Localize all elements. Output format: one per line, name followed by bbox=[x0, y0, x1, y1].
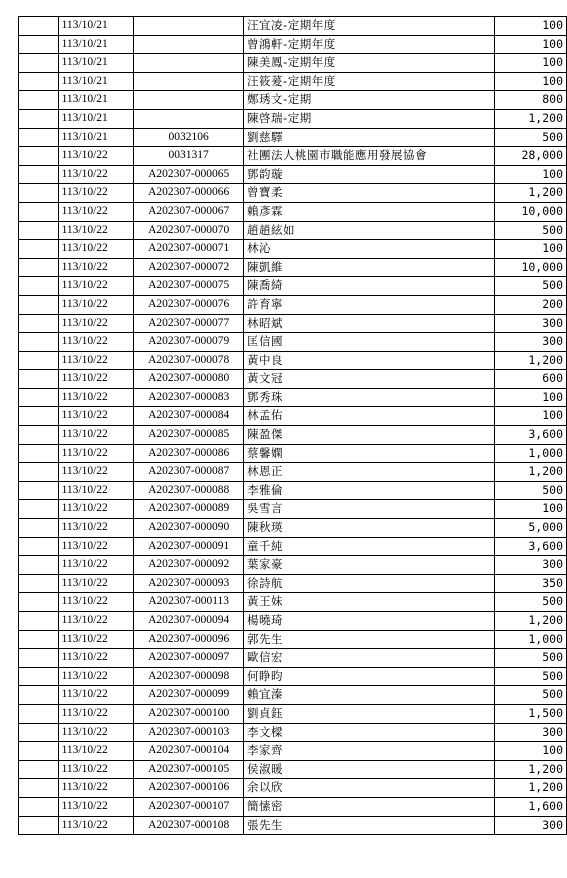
blank-cell bbox=[19, 612, 59, 631]
table-row bbox=[19, 407, 567, 426]
receipt-number-cell: A202307-000084 bbox=[134, 407, 244, 426]
blank-cell bbox=[19, 704, 59, 723]
receipt-number-cell: A202307-000071 bbox=[134, 240, 244, 259]
blank-cell bbox=[19, 723, 59, 742]
amount-cell: 100 bbox=[495, 742, 567, 761]
receipt-number-cell: A202307-000078 bbox=[134, 351, 244, 370]
amount-cell: 100 bbox=[495, 54, 567, 73]
table-row bbox=[19, 649, 567, 668]
date-cell: 113/10/22 bbox=[58, 240, 134, 259]
table-row bbox=[19, 202, 567, 221]
donor-name-cell: 吳雪言 bbox=[244, 500, 495, 519]
amount-cell: 500 bbox=[495, 686, 567, 705]
donor-name-cell: 林昭斌 bbox=[244, 314, 495, 333]
date-cell: 113/10/22 bbox=[58, 667, 134, 686]
receipt-number-cell: A202307-000079 bbox=[134, 333, 244, 352]
date-cell: 113/10/22 bbox=[58, 184, 134, 203]
donor-name-cell: 曾寶柔 bbox=[244, 184, 495, 203]
date-cell: 113/10/21 bbox=[58, 54, 134, 73]
blank-cell bbox=[19, 500, 59, 519]
amount-cell: 100 bbox=[495, 165, 567, 184]
date-cell: 113/10/22 bbox=[58, 370, 134, 389]
donor-name-cell: 陳盈傑 bbox=[244, 426, 495, 445]
table-row bbox=[19, 35, 567, 54]
table-row bbox=[19, 816, 567, 835]
donor-name-cell: 許育寧 bbox=[244, 295, 495, 314]
blank-cell bbox=[19, 370, 59, 389]
donation-ledger-table bbox=[18, 16, 567, 835]
donor-name-cell: 陳美鳳-定期年度 bbox=[244, 54, 495, 73]
blank-cell bbox=[19, 444, 59, 463]
table-row bbox=[19, 128, 567, 147]
receipt-number-cell: A202307-000108 bbox=[134, 816, 244, 835]
receipt-number-cell: A202307-000104 bbox=[134, 742, 244, 761]
date-cell: 113/10/21 bbox=[58, 17, 134, 36]
date-cell: 113/10/22 bbox=[58, 295, 134, 314]
blank-cell bbox=[19, 760, 59, 779]
blank-cell bbox=[19, 128, 59, 147]
blank-cell bbox=[19, 333, 59, 352]
receipt-number-cell: A202307-000097 bbox=[134, 649, 244, 668]
amount-cell: 1,000 bbox=[495, 444, 567, 463]
blank-cell bbox=[19, 165, 59, 184]
donor-name-cell: 侯淑暖 bbox=[244, 760, 495, 779]
donor-name-cell: 黃中良 bbox=[244, 351, 495, 370]
donor-name-cell: 楊曉琦 bbox=[244, 612, 495, 631]
blank-cell bbox=[19, 54, 59, 73]
amount-cell: 100 bbox=[495, 500, 567, 519]
amount-cell: 300 bbox=[495, 723, 567, 742]
receipt-number-cell: A202307-000085 bbox=[134, 426, 244, 445]
donor-name-cell: 李家齊 bbox=[244, 742, 495, 761]
date-cell: 113/10/22 bbox=[58, 612, 134, 631]
amount-cell: 100 bbox=[495, 240, 567, 259]
donor-name-cell: 陳秋瑛 bbox=[244, 519, 495, 538]
blank-cell bbox=[19, 72, 59, 91]
date-cell: 113/10/22 bbox=[58, 742, 134, 761]
donor-name-cell: 匡信國 bbox=[244, 333, 495, 352]
blank-cell bbox=[19, 630, 59, 649]
donor-name-cell: 郭先生 bbox=[244, 630, 495, 649]
receipt-number-cell bbox=[134, 35, 244, 54]
amount-cell: 200 bbox=[495, 295, 567, 314]
table-row bbox=[19, 463, 567, 482]
blank-cell bbox=[19, 221, 59, 240]
donor-name-cell: 黃王妹 bbox=[244, 593, 495, 612]
date-cell: 113/10/22 bbox=[58, 388, 134, 407]
blank-cell bbox=[19, 556, 59, 575]
receipt-number-cell: A202307-000089 bbox=[134, 500, 244, 519]
blank-cell bbox=[19, 35, 59, 54]
table-row bbox=[19, 388, 567, 407]
amount-cell: 500 bbox=[495, 128, 567, 147]
amount-cell: 100 bbox=[495, 388, 567, 407]
date-cell: 113/10/22 bbox=[58, 797, 134, 816]
amount-cell: 300 bbox=[495, 333, 567, 352]
receipt-number-cell: A202307-000065 bbox=[134, 165, 244, 184]
receipt-number-cell: A202307-000087 bbox=[134, 463, 244, 482]
table-row bbox=[19, 500, 567, 519]
blank-cell bbox=[19, 295, 59, 314]
donor-name-cell: 汪宜凌-定期年度 bbox=[244, 17, 495, 36]
blank-cell bbox=[19, 388, 59, 407]
donor-name-cell: 歐信宏 bbox=[244, 649, 495, 668]
donor-name-cell: 劉貞鈺 bbox=[244, 704, 495, 723]
date-cell: 113/10/22 bbox=[58, 779, 134, 798]
donor-name-cell: 劉慈驛 bbox=[244, 128, 495, 147]
table-row bbox=[19, 760, 567, 779]
amount-cell: 500 bbox=[495, 593, 567, 612]
receipt-number-cell: A202307-000088 bbox=[134, 481, 244, 500]
blank-cell bbox=[19, 519, 59, 538]
table-row bbox=[19, 351, 567, 370]
amount-cell: 300 bbox=[495, 556, 567, 575]
date-cell: 113/10/22 bbox=[58, 221, 134, 240]
donor-name-cell: 鄧韵璇 bbox=[244, 165, 495, 184]
blank-cell bbox=[19, 258, 59, 277]
receipt-number-cell: A202307-000106 bbox=[134, 779, 244, 798]
amount-cell: 1,200 bbox=[495, 184, 567, 203]
donor-name-cell: 李文樑 bbox=[244, 723, 495, 742]
blank-cell bbox=[19, 779, 59, 798]
blank-cell bbox=[19, 686, 59, 705]
amount-cell: 1,200 bbox=[495, 760, 567, 779]
blank-cell bbox=[19, 202, 59, 221]
date-cell: 113/10/22 bbox=[58, 165, 134, 184]
date-cell: 113/10/22 bbox=[58, 258, 134, 277]
table-row bbox=[19, 667, 567, 686]
receipt-number-cell bbox=[134, 17, 244, 36]
amount-cell: 500 bbox=[495, 277, 567, 296]
amount-cell: 1,600 bbox=[495, 797, 567, 816]
blank-cell bbox=[19, 481, 59, 500]
receipt-number-cell: A202307-000080 bbox=[134, 370, 244, 389]
blank-cell bbox=[19, 109, 59, 128]
table-row bbox=[19, 779, 567, 798]
donor-name-cell: 林沁 bbox=[244, 240, 495, 259]
receipt-number-cell bbox=[134, 109, 244, 128]
ledger-body bbox=[19, 17, 567, 835]
donor-name-cell: 汪筱萲-定期年度 bbox=[244, 72, 495, 91]
table-row bbox=[19, 17, 567, 36]
blank-cell bbox=[19, 147, 59, 166]
blank-cell bbox=[19, 426, 59, 445]
amount-cell: 500 bbox=[495, 649, 567, 668]
blank-cell bbox=[19, 463, 59, 482]
table-row bbox=[19, 295, 567, 314]
receipt-number-cell: A202307-000103 bbox=[134, 723, 244, 742]
amount-cell: 1,000 bbox=[495, 630, 567, 649]
table-row bbox=[19, 147, 567, 166]
amount-cell: 300 bbox=[495, 314, 567, 333]
date-cell: 113/10/22 bbox=[58, 704, 134, 723]
date-cell: 113/10/21 bbox=[58, 72, 134, 91]
date-cell: 113/10/22 bbox=[58, 202, 134, 221]
donor-name-cell: 蔡馨嫻 bbox=[244, 444, 495, 463]
receipt-number-cell: A202307-000090 bbox=[134, 519, 244, 538]
receipt-number-cell: A202307-000105 bbox=[134, 760, 244, 779]
donor-name-cell: 陳啓瑞-定期 bbox=[244, 109, 495, 128]
table-row bbox=[19, 426, 567, 445]
receipt-number-cell: A202307-000067 bbox=[134, 202, 244, 221]
receipt-number-cell: A202307-000066 bbox=[134, 184, 244, 203]
blank-cell bbox=[19, 407, 59, 426]
date-cell: 113/10/22 bbox=[58, 351, 134, 370]
receipt-number-cell: A202307-000093 bbox=[134, 574, 244, 593]
amount-cell: 28,000 bbox=[495, 147, 567, 166]
blank-cell bbox=[19, 277, 59, 296]
table-row bbox=[19, 165, 567, 184]
date-cell: 113/10/21 bbox=[58, 109, 134, 128]
blank-cell bbox=[19, 351, 59, 370]
table-row bbox=[19, 370, 567, 389]
table-row bbox=[19, 333, 567, 352]
donor-name-cell: 何睁昀 bbox=[244, 667, 495, 686]
date-cell: 113/10/22 bbox=[58, 816, 134, 835]
date-cell: 113/10/22 bbox=[58, 760, 134, 779]
date-cell: 113/10/22 bbox=[58, 500, 134, 519]
donor-name-cell: 李雅倫 bbox=[244, 481, 495, 500]
date-cell: 113/10/22 bbox=[58, 481, 134, 500]
table-row bbox=[19, 54, 567, 73]
date-cell: 113/10/22 bbox=[58, 723, 134, 742]
blank-cell bbox=[19, 17, 59, 36]
date-cell: 113/10/22 bbox=[58, 593, 134, 612]
blank-cell bbox=[19, 816, 59, 835]
receipt-number-cell: A202307-000100 bbox=[134, 704, 244, 723]
amount-cell: 500 bbox=[495, 221, 567, 240]
donor-name-cell: 童千純 bbox=[244, 537, 495, 556]
donor-name-cell: 社團法人桃園市職能應用發展協會 bbox=[244, 147, 495, 166]
amount-cell: 5,000 bbox=[495, 519, 567, 538]
receipt-number-cell: A202307-000070 bbox=[134, 221, 244, 240]
table-row bbox=[19, 481, 567, 500]
table-row bbox=[19, 314, 567, 333]
receipt-number-cell: A202307-000094 bbox=[134, 612, 244, 631]
donor-name-cell: 林恩正 bbox=[244, 463, 495, 482]
table-row bbox=[19, 109, 567, 128]
donor-name-cell: 黃文冠 bbox=[244, 370, 495, 389]
blank-cell bbox=[19, 649, 59, 668]
date-cell: 113/10/22 bbox=[58, 686, 134, 705]
receipt-number-cell bbox=[134, 91, 244, 110]
amount-cell: 100 bbox=[495, 35, 567, 54]
receipt-number-cell: A202307-000091 bbox=[134, 537, 244, 556]
donor-name-cell: 陳凱維 bbox=[244, 258, 495, 277]
amount-cell: 500 bbox=[495, 481, 567, 500]
table-row bbox=[19, 72, 567, 91]
donor-name-cell: 賴宜溱 bbox=[244, 686, 495, 705]
amount-cell: 1,200 bbox=[495, 351, 567, 370]
blank-cell bbox=[19, 797, 59, 816]
blank-cell bbox=[19, 240, 59, 259]
table-row bbox=[19, 723, 567, 742]
amount-cell: 800 bbox=[495, 91, 567, 110]
amount-cell: 500 bbox=[495, 667, 567, 686]
donor-name-cell: 簡愫密 bbox=[244, 797, 495, 816]
blank-cell bbox=[19, 667, 59, 686]
table-row bbox=[19, 612, 567, 631]
table-row bbox=[19, 556, 567, 575]
receipt-number-cell bbox=[134, 72, 244, 91]
blank-cell bbox=[19, 91, 59, 110]
table-row bbox=[19, 240, 567, 259]
blank-cell bbox=[19, 574, 59, 593]
amount-cell: 1,200 bbox=[495, 779, 567, 798]
table-row bbox=[19, 593, 567, 612]
receipt-number-cell: 0031317 bbox=[134, 147, 244, 166]
table-row bbox=[19, 91, 567, 110]
donor-name-cell: 陳喬綺 bbox=[244, 277, 495, 296]
amount-cell: 1,500 bbox=[495, 704, 567, 723]
receipt-number-cell: A202307-000075 bbox=[134, 277, 244, 296]
amount-cell: 1,200 bbox=[495, 612, 567, 631]
receipt-number-cell: A202307-000113 bbox=[134, 593, 244, 612]
date-cell: 113/10/22 bbox=[58, 407, 134, 426]
table-row bbox=[19, 574, 567, 593]
blank-cell bbox=[19, 314, 59, 333]
donor-name-cell: 徐詩航 bbox=[244, 574, 495, 593]
date-cell: 113/10/22 bbox=[58, 463, 134, 482]
date-cell: 113/10/22 bbox=[58, 630, 134, 649]
blank-cell bbox=[19, 184, 59, 203]
receipt-number-cell: A202307-000083 bbox=[134, 388, 244, 407]
table-row bbox=[19, 519, 567, 538]
blank-cell bbox=[19, 593, 59, 612]
date-cell: 113/10/22 bbox=[58, 314, 134, 333]
amount-cell: 100 bbox=[495, 17, 567, 36]
table-row bbox=[19, 444, 567, 463]
donor-name-cell: 張先生 bbox=[244, 816, 495, 835]
donor-name-cell: 趙趙絃如 bbox=[244, 221, 495, 240]
date-cell: 113/10/21 bbox=[58, 35, 134, 54]
table-row bbox=[19, 537, 567, 556]
table-row bbox=[19, 221, 567, 240]
amount-cell: 100 bbox=[495, 407, 567, 426]
date-cell: 113/10/21 bbox=[58, 91, 134, 110]
date-cell: 113/10/22 bbox=[58, 277, 134, 296]
date-cell: 113/10/22 bbox=[58, 444, 134, 463]
donor-name-cell: 鄭琇文-定期 bbox=[244, 91, 495, 110]
donor-name-cell: 林孟佑 bbox=[244, 407, 495, 426]
receipt-number-cell: A202307-000077 bbox=[134, 314, 244, 333]
donor-name-cell: 葉家豪 bbox=[244, 556, 495, 575]
amount-cell: 10,000 bbox=[495, 258, 567, 277]
date-cell: 113/10/21 bbox=[58, 128, 134, 147]
date-cell: 113/10/22 bbox=[58, 556, 134, 575]
amount-cell: 3,600 bbox=[495, 537, 567, 556]
donor-name-cell: 曾鴻軒-定期年度 bbox=[244, 35, 495, 54]
date-cell: 113/10/22 bbox=[58, 574, 134, 593]
table-row bbox=[19, 797, 567, 816]
receipt-number-cell: A202307-000107 bbox=[134, 797, 244, 816]
receipt-number-cell: A202307-000096 bbox=[134, 630, 244, 649]
receipt-number-cell: A202307-000098 bbox=[134, 667, 244, 686]
receipt-number-cell: A202307-000072 bbox=[134, 258, 244, 277]
amount-cell: 100 bbox=[495, 72, 567, 91]
table-row bbox=[19, 686, 567, 705]
date-cell: 113/10/22 bbox=[58, 537, 134, 556]
receipt-number-cell: 0032106 bbox=[134, 128, 244, 147]
donor-name-cell: 賴彥霖 bbox=[244, 202, 495, 221]
blank-cell bbox=[19, 742, 59, 761]
amount-cell: 3,600 bbox=[495, 426, 567, 445]
donor-name-cell: 鄧秀珠 bbox=[244, 388, 495, 407]
table-row bbox=[19, 742, 567, 761]
receipt-number-cell: A202307-000086 bbox=[134, 444, 244, 463]
table-row bbox=[19, 277, 567, 296]
date-cell: 113/10/22 bbox=[58, 426, 134, 445]
amount-cell: 350 bbox=[495, 574, 567, 593]
date-cell: 113/10/22 bbox=[58, 649, 134, 668]
amount-cell: 300 bbox=[495, 816, 567, 835]
blank-cell bbox=[19, 537, 59, 556]
table-row bbox=[19, 258, 567, 277]
receipt-number-cell bbox=[134, 54, 244, 73]
amount-cell: 600 bbox=[495, 370, 567, 389]
table-row bbox=[19, 704, 567, 723]
amount-cell: 1,200 bbox=[495, 463, 567, 482]
donor-name-cell: 余以欣 bbox=[244, 779, 495, 798]
amount-cell: 1,200 bbox=[495, 109, 567, 128]
table-row bbox=[19, 184, 567, 203]
amount-cell: 10,000 bbox=[495, 202, 567, 221]
receipt-number-cell: A202307-000092 bbox=[134, 556, 244, 575]
date-cell: 113/10/22 bbox=[58, 333, 134, 352]
table-row bbox=[19, 630, 567, 649]
receipt-number-cell: A202307-000099 bbox=[134, 686, 244, 705]
date-cell: 113/10/22 bbox=[58, 147, 134, 166]
receipt-number-cell: A202307-000076 bbox=[134, 295, 244, 314]
date-cell: 113/10/22 bbox=[58, 519, 134, 538]
